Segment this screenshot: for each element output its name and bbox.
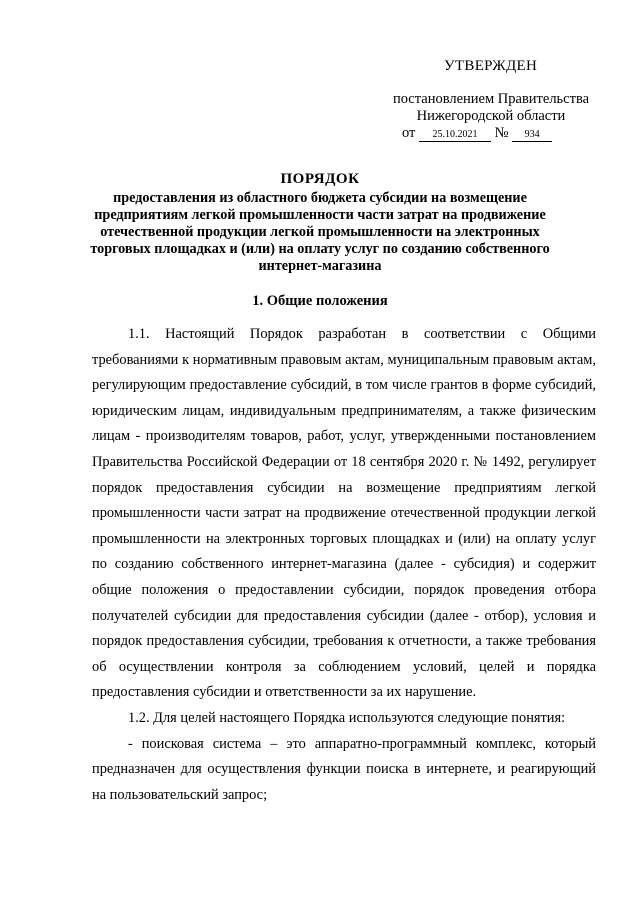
approval-date-line [380,125,610,142]
approval-line-1: постановлением Правительства [392,91,590,107]
approval-number: 934 [512,129,552,142]
approval-block [380,58,610,142]
title-line-2: предприятиям легкой промышленности части затрат на продвижение [94,207,546,223]
title-line-1: предоставления из областного бюджета субсидии на возмещение [113,190,527,206]
document-title [60,171,580,275]
date-prefix: от [402,125,416,141]
title-main: ПОРЯДОК [280,171,360,187]
approval-stamp: УТВЕРЖДЕН [444,58,538,74]
title-line-4: торговых площадках и (или) на оплату услуг по созданию собственного [90,241,550,257]
approval-date: 25.10.2021 [419,129,491,142]
title-line-3: отечественной продукции легкой промышленности на электронных [100,224,540,240]
paragraph-1-1: 1.1. Настоящий Порядок разработан в соответствии с Общими требованиями к нормативным правовым актам, муниципальным правовым актам, регулирующим предоставление субсидий, в том числе грантов в форме субсидий, юридическим лицам, индивидуальным предпринимателям, а также физическим лицам - производителям товаров, работ, услуг, утвержденными постановлением Правительства Российской Федерации от 18 сентября 2020 г. № 1492, регулирует порядок предоставления субсидии на возмещение предприятиям легкой промышленности части затрат на продвижение отечественной продукции легкой промышленности на электронных торговых площадках и (или) на оплату услуг по созданию собственного интернет-магазина (далее - субсидия) и содержит общие положения о предоставлении субсидии, порядок проведения отбора получателей субсидии для предоставления субсидии (далее - отбор), условия и порядок предоставления субсидии, требования к отчетности, а также требования об осуществлении контроля за соблюдением условий, целей и порядка предоставления субсидии и ответственности за их нарушение. [92,326,596,701]
title-line-5: интернет-магазина [258,258,382,274]
paragraph-1-2: 1.2. Для целей настоящего Порядка используются следующие понятия: [128,709,566,726]
number-sign: № [494,125,509,141]
paragraph-definition: - поисковая система – это аппаратно-программный комплекс, который предназначен для осуществления функции поиска в интернете, и реагирующий на пользовательский запрос; [92,735,596,803]
document-body [92,322,596,808]
approval-line-2: Нижегородской области [416,108,566,124]
section-title: 1. Общие положения [252,293,388,309]
